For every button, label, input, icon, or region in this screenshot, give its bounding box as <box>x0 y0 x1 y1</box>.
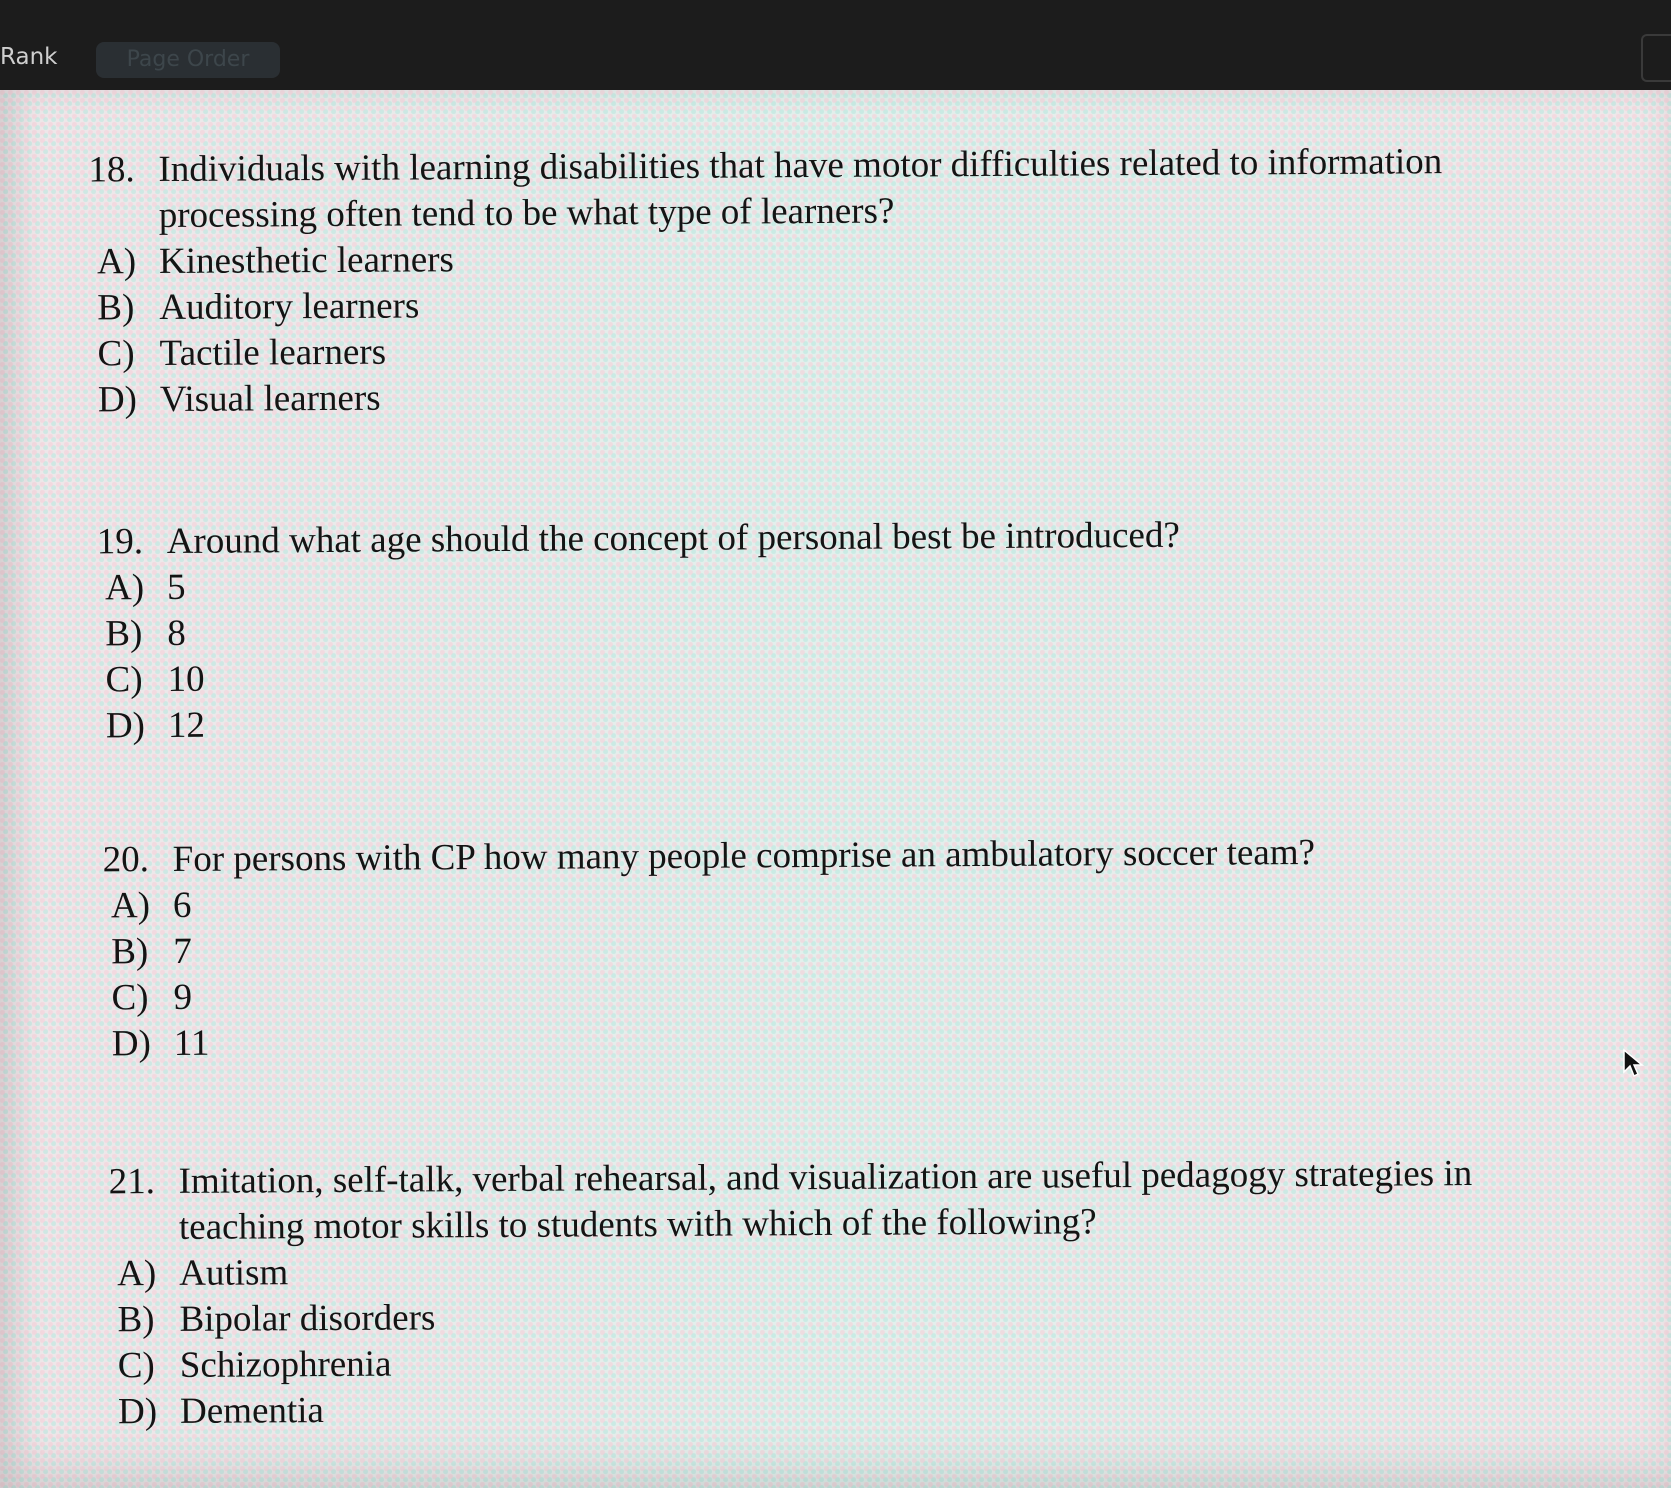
option-letter: D) <box>117 1391 158 1433</box>
option-letter: C) <box>97 333 135 375</box>
question-18 <box>88 138 1560 423</box>
option-letter: A) <box>104 567 145 609</box>
question-text: Around what age should the concept of personal best be introduced? <box>166 514 1180 562</box>
option-letter: D) <box>97 379 138 421</box>
option-d[interactable] <box>90 368 1560 423</box>
option-text: Visual learners <box>159 377 381 421</box>
option-text: Auditory learners <box>159 285 420 329</box>
option-text: 10 <box>167 658 205 700</box>
mouse-pointer-icon <box>1622 1048 1644 1080</box>
option-d[interactable] <box>104 1012 1574 1067</box>
question-number: 18. <box>88 149 135 191</box>
top-toolbar <box>0 0 1671 90</box>
question-list <box>0 80 1671 1488</box>
question-21 <box>109 1150 1591 1435</box>
question-number: 20. <box>102 839 150 881</box>
page-order-tab[interactable]: Page Order <box>96 42 280 78</box>
document-page <box>0 90 1671 1488</box>
option-text: 6 <box>172 884 192 926</box>
option-d[interactable] <box>110 1380 1590 1435</box>
option-letter: A) <box>96 241 137 283</box>
option-letter: D) <box>111 1023 152 1065</box>
option-letter: B) <box>105 613 143 655</box>
question-20 <box>103 828 1574 1067</box>
option-letter: A) <box>117 1253 157 1295</box>
option-text: Kinesthetic learners <box>158 239 455 283</box>
option-letter: C) <box>117 1345 155 1387</box>
option-letter: A) <box>110 885 151 927</box>
option-text: Tactile learners <box>159 331 387 375</box>
option-text: 12 <box>167 704 206 746</box>
option-letter: C) <box>111 977 149 1019</box>
option-text: 8 <box>167 612 186 654</box>
question-text: Individuals with learning disabilities that have motor difficulties related to information processing often tend to be what type of learners? <box>158 141 1443 237</box>
option-text: 9 <box>173 976 193 1018</box>
option-text: 5 <box>166 566 186 608</box>
question-19 <box>97 510 1568 749</box>
option-letter: B) <box>97 287 135 329</box>
question-number: 21. <box>108 1161 156 1203</box>
option-letter: B) <box>117 1299 155 1341</box>
option-text: 7 <box>173 930 192 972</box>
option-text: Autism <box>179 1252 289 1294</box>
question-number: 19. <box>96 521 144 563</box>
option-text: 11 <box>173 1022 210 1064</box>
option-letter: C) <box>105 659 143 701</box>
option-letter: B) <box>111 931 149 973</box>
option-text: Dementia <box>179 1390 325 1432</box>
option-d[interactable] <box>98 694 1568 749</box>
question-text: Imitation, self-talk, verbal rehearsal, and visualization are useful pedagogy strategies in teaching motor skills to students with which of the following? <box>178 1153 1473 1248</box>
corner-button[interactable] <box>1641 34 1671 82</box>
question-text: For persons with CP how many people comprise an ambulatory soccer team? <box>172 831 1316 880</box>
rank-tab[interactable]: Rank <box>0 44 58 70</box>
option-text: Schizophrenia <box>179 1343 392 1386</box>
option-letter: D) <box>105 705 146 747</box>
option-text: Bipolar disorders <box>179 1297 436 1340</box>
